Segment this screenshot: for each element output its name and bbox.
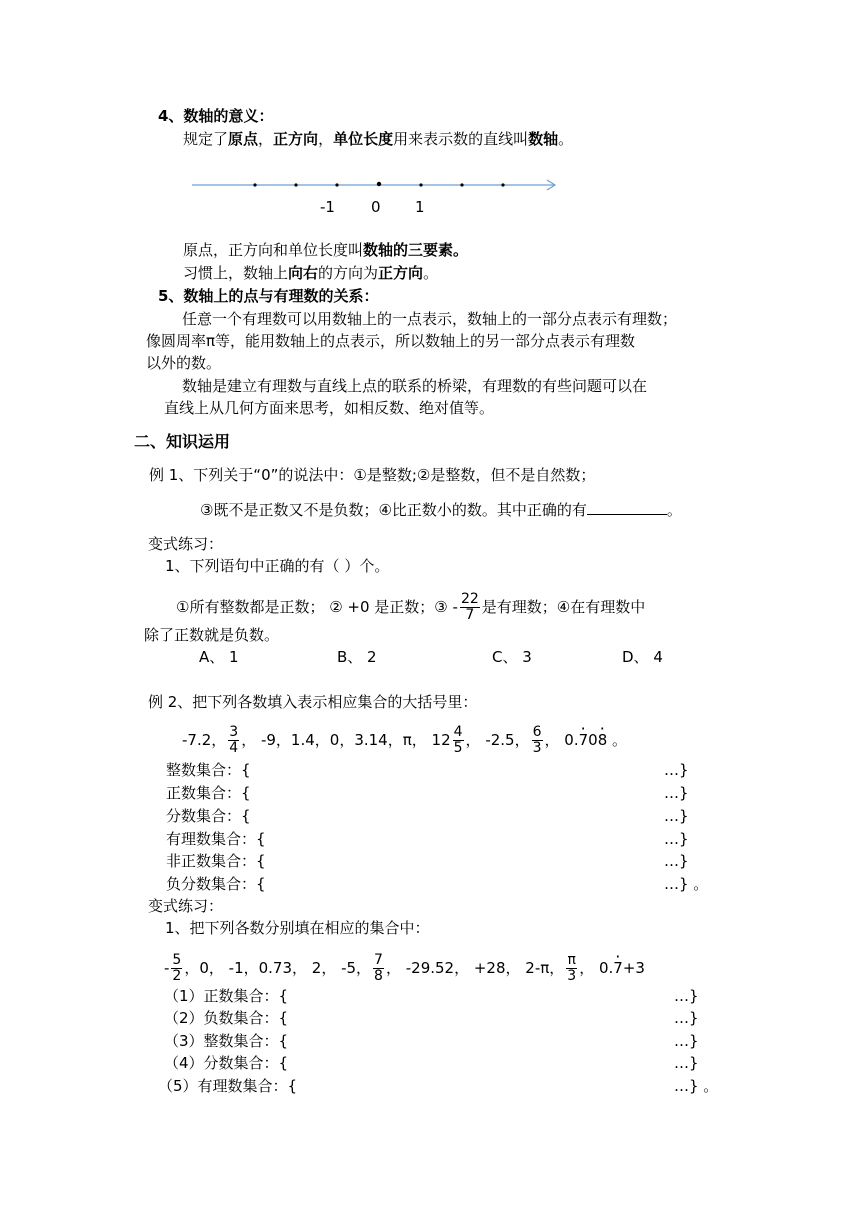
axis-point	[460, 183, 463, 186]
variation-title: 变式练习：	[148, 897, 224, 915]
axis-definition: 规定了原点，正方向，单位长度用来表示数的直线叫数轴。	[183, 130, 574, 148]
set-close: …}	[664, 830, 689, 848]
variation-2-question: 1、把下列各数分别填在相应的集合中：	[165, 919, 430, 937]
set-label: （2）负数集合：{	[164, 1009, 289, 1027]
example-2-title: 例 2、把下列各数填入表示相应集合的大括号里：	[148, 693, 478, 711]
set-label: 分数集合：{	[166, 807, 251, 825]
fraction-3-4: $\frac{3}{4}$	[229, 724, 239, 756]
number-line-diagram	[188, 174, 568, 196]
set-close: …} 。	[664, 875, 709, 893]
axis-label-one: 1	[415, 198, 425, 216]
set-close: …}	[674, 1054, 699, 1072]
fraction-7-8: $\frac{7}{8}$	[374, 952, 383, 984]
set-label: （5）有理数集合：{	[158, 1077, 298, 1095]
set-label: （3）整数集合：{	[164, 1032, 289, 1050]
section-5-paragraph-line: 任意一个有理数可以用数轴上的一点表示，数轴上的一部分点表示有理数；	[182, 310, 678, 328]
section-5-paragraph-line: 像圆周率π等，能用数轴上的点表示，所以数轴上的另一部分点表示有理数	[146, 332, 636, 350]
variation-1-statements: 除了正数就是负数。	[144, 626, 280, 644]
three-elements-line: 原点，正方向和单位长度叫数轴的三要素。	[183, 241, 469, 259]
set-label: 非正数集合：{	[166, 852, 266, 870]
section-5-title: 5、数轴上的点与有理数的关系：	[158, 287, 379, 305]
set-label: （1）正数集合：{	[164, 987, 289, 1005]
option-b: B、 2	[337, 648, 377, 666]
axis-point	[294, 183, 297, 186]
variation-1-statements: ①所有整数都是正数； ② +0 是正数；③ - $\frac{22}{7}$ 是有理数；④在有理数中	[176, 591, 646, 623]
set-label: 负分数集合：{	[166, 875, 266, 893]
fraction-4-5: $\frac{4}{5}$	[453, 724, 463, 756]
set-label: 整数集合：{	[166, 761, 251, 779]
set-close: …}	[664, 761, 689, 779]
axis-point	[335, 183, 338, 186]
axis-point	[419, 183, 422, 186]
set-close: …}	[664, 852, 689, 870]
section-4-title: 4、数轴的意义：	[158, 107, 274, 125]
set-close: …}	[664, 784, 689, 802]
section-5-paragraph-line: 数轴是建立有理数与直线上点的联系的桥梁，有理数的有些问题可以在	[182, 377, 648, 395]
set-label: 正数集合：{	[166, 784, 251, 802]
variation-1-question: 1、下列语句中正确的有（ ）个。	[165, 557, 390, 575]
option-a: A、 1	[199, 648, 239, 666]
axis-point	[253, 183, 256, 186]
fraction-22-7: $\frac{22}{7}$	[460, 591, 479, 623]
set-close: …} 。	[674, 1077, 719, 1095]
set-close: …}	[674, 1009, 699, 1027]
axis-label-minus-one: -1	[320, 198, 335, 216]
set-close: …}	[674, 1032, 699, 1050]
variation-title: 变式练习：	[148, 535, 224, 553]
fraction-5-2: $\frac{5}{2}$	[172, 952, 182, 984]
example-1-line: 例 1、下列关于“0”的说法中：①是整数;②是整数，但不是自然数；	[149, 466, 596, 484]
variation-2-numbers: - $\frac{5}{2}$ ，0， -1，0.73， 2， -5， $\frac{7}{8}$ ， -29.52， +28， 2-π， $\frac{\pi}{3}$ ， 0.· 7+3	[164, 953, 645, 984]
axis-point	[501, 183, 504, 186]
fraction-6-3: $\frac{6}{3}$	[532, 724, 542, 756]
answer-blank[interactable]	[587, 500, 667, 515]
axis-label-zero: 0	[371, 198, 381, 216]
axis-point-origin	[377, 182, 381, 186]
option-d: D、 4	[622, 648, 663, 666]
set-close: …}	[674, 987, 699, 1005]
set-label: （4）分数集合：{	[164, 1054, 289, 1072]
section-5-paragraph-line: 以外的数。	[146, 354, 222, 372]
set-label: 有理数集合：{	[166, 830, 266, 848]
option-c: C、 3	[492, 648, 532, 666]
set-close: …}	[664, 807, 689, 825]
example-2-numbers: -7.2， $\frac{3}{4}$ ， -9，1.4，0，3.14，π， 12 $\frac{4}{5}$ ， -2.5， $\frac{6}{3}$ ， 0.· 70· 8 。	[182, 725, 627, 756]
example-1-line: ③既不是正数又不是负数；④比正数小的数。其中正确的有 。	[200, 501, 682, 519]
section-5-paragraph-line: 直线上从几何方面来思考，如相反数、绝对值等。	[164, 399, 495, 417]
fraction-pi-3: $\frac{\pi}{3}$	[567, 952, 577, 984]
direction-line: 习惯上，数轴上向右的方向为正方向。	[183, 264, 439, 282]
part-2-heading: 二、知识运用	[134, 432, 231, 451]
